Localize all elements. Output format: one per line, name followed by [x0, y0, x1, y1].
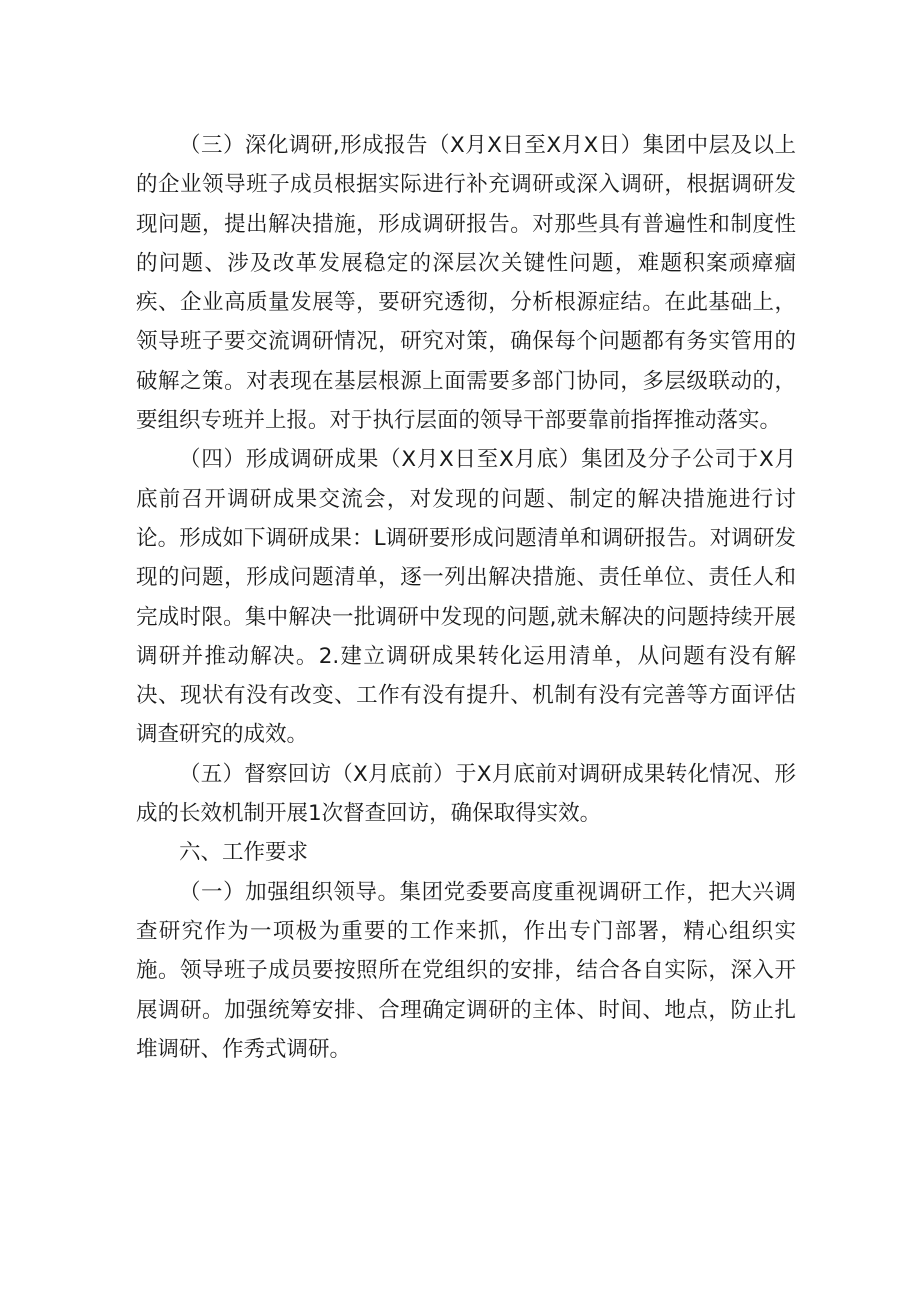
paragraph-research-results: （四）形成调研成果（X月X日至X月底）集团及分子公司于X月底前召开调研成果交流会，对发现的问题、制定的解决措施进行讨论。形成如下调研成果：L调研要形成问题清单和调研报告。对调研发现的问题，形成问题清单，逐一列出解决措施、责任单位、责任人和完成时限。集中解决一批调研中发现的问题,就未解决的问题持续开展调研并推动解决。2.建立调研成果转化运用清单，从问题有没有解决、现状有没有改变、工作有没有提升、机制有没有完善等方面评估调查研究的成效。 — [136, 447, 796, 748]
paragraph-deepen-research: （三）深化调研,形成报告（X月X日至X月X日）集团中层及以上的企业领导班子成员根据实际进行补充调研或深入调研，根据调研发现问题，提出解决措施，形成调研报告。对那些具有普遍性和制度性的问题、涉及改革发展稳定的深层次关键性问题，难题积案顽瘴痼疾、企业高质量发展等，要研究透彻，分析根源症结。在此基础上，领导班子要交流调研情况，研究对策，确保每个问题都有务实管用的破解之策。对表现在基层根源上面需要多部门协同，多层级联动的，要组织专班并上报。对于执行层面的领导干部要靠前指挥推动落实。 — [136, 133, 796, 434]
document-body — [136, 126, 796, 1069]
paragraph-supervision-revisit: （五）督察回访（X月底前）于X月底前对调研成果转化情况、形成的长效机制开展1次督查回访，确保取得实效。 — [136, 761, 796, 827]
paragraph-strengthen-leadership: （一）加强组织领导。集团党委要高度重视调研工作，把大兴调查研究作为一项极为重要的工作来抓，作出专门部署，精心组织实施。领导班子成员要按照所在党组织的安排，结合各自实际，深入开展调研。加强统筹安排、合理确定调研的主体、时间、地点，防止扎堆调研、作秀式调研。 — [136, 879, 796, 1062]
section-heading-work-requirements: 六、工作要求 — [179, 840, 309, 866]
